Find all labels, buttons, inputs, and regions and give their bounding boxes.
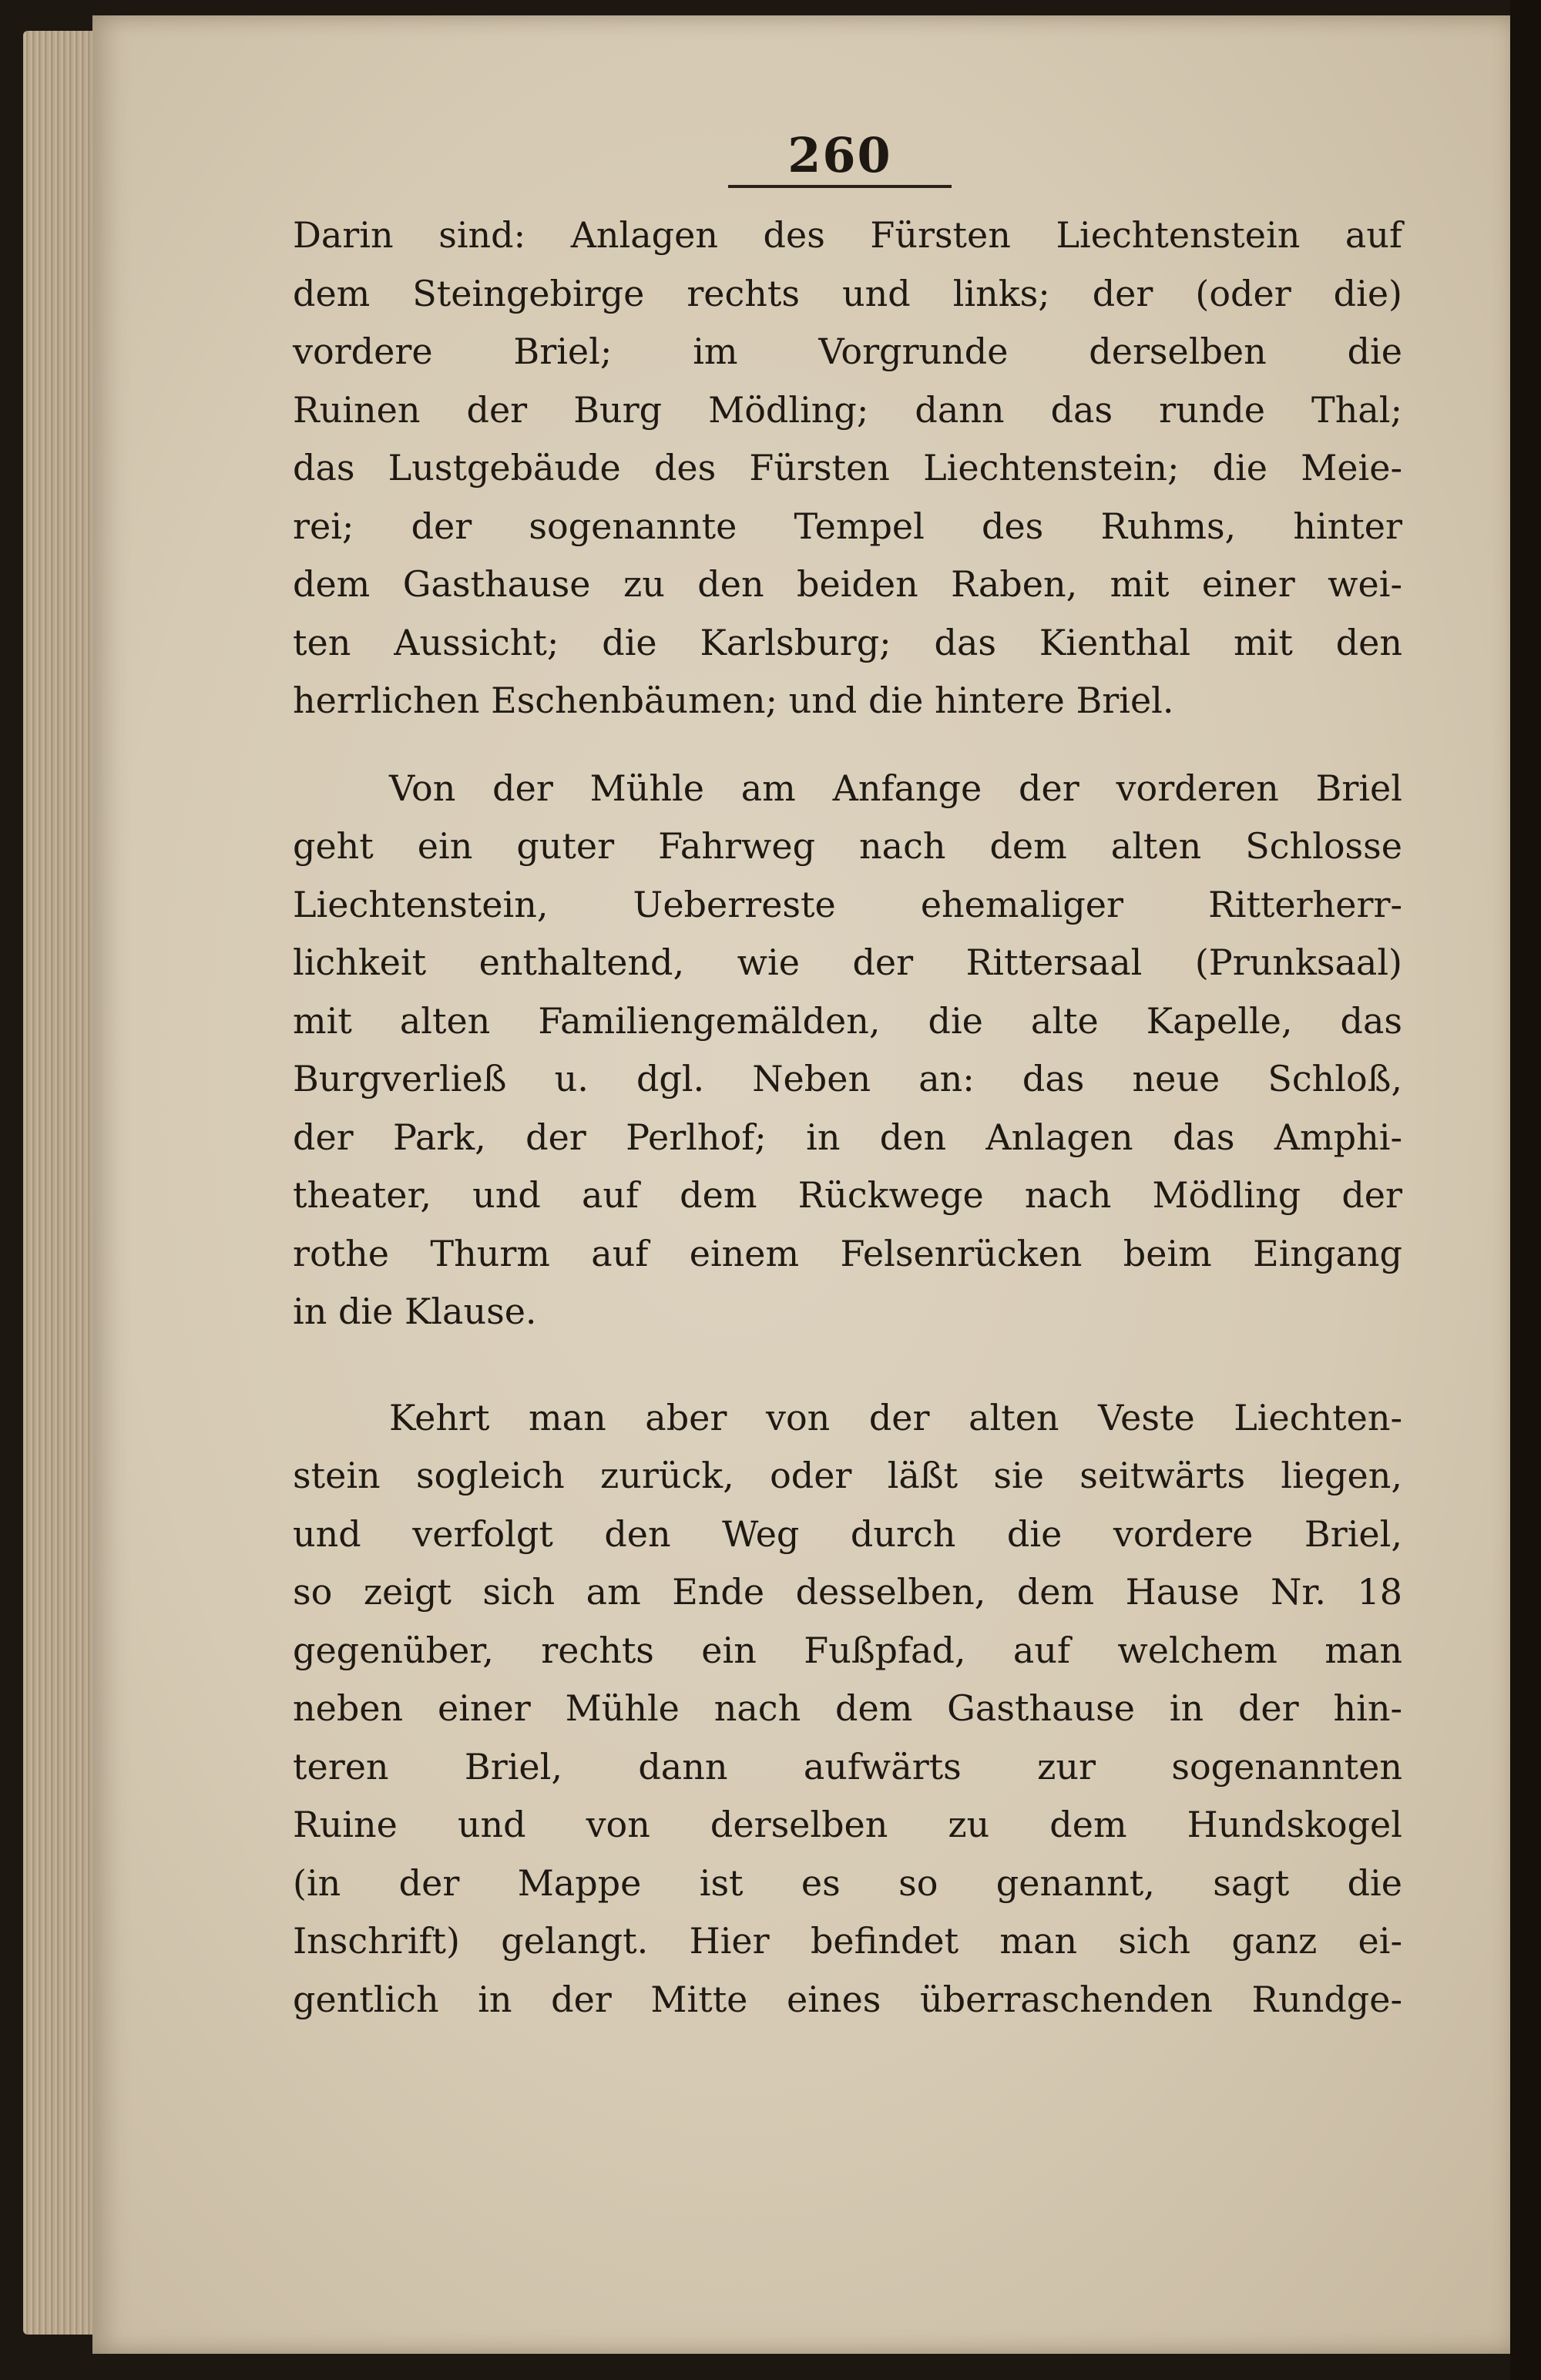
text-line: dem Gasthause zu den beiden Raben, mit einer wei- [293, 563, 1402, 605]
text-line: theater, und auf dem Rückwege nach Mödling der [293, 1174, 1402, 1216]
text-line: lichkeit enthaltend, wie der Rittersaal (Prunksaal) [293, 942, 1402, 983]
page-body [293, 206, 1402, 2029]
paragraph-3 [293, 1389, 1402, 2029]
text-line: teren Briel, dann aufwärts zur sogenannten [293, 1745, 1402, 1788]
text-line: ten Aussicht; die Karlsburg; das Kienthal mit den [293, 621, 1402, 663]
text-line: herrlichen Eschenbäumen; und die hintere Briel. [293, 680, 1174, 721]
paragraph-1 [293, 206, 1402, 730]
text-line: das Lustgebäude des Fürsten Liechtenstein; die Meie- [293, 447, 1402, 488]
paragraph-2 [293, 760, 1402, 1341]
page-number: 260 [787, 127, 892, 183]
page-stack-edge [23, 31, 100, 2335]
text-line: Liechtenstein, Ueberreste ehemaliger Ritterherr- [293, 883, 1402, 925]
text-line: Kehrt man aber von der alten Veste Liechten- [389, 1396, 1402, 1438]
text-line: (in der Mappe ist es so genannt, sagt die [293, 1861, 1402, 1904]
text-line: so zeigt sich am Ende desselben, dem Hause Nr. 18 [293, 1571, 1402, 1613]
text-line: dem Steingebirge rechts und links; der (oder die) [293, 272, 1402, 314]
text-line: Darin sind: Anlagen des Fürsten Liechtenstein auf [293, 214, 1402, 256]
text-line: rei; der sogenannte Tempel des Ruhms, hinter [293, 505, 1402, 547]
text-line: mit alten Familiengemälden, die alte Kapelle, das [293, 999, 1402, 1042]
text-line: Inschrift) gelangt. Hier befindet man sich ganz ei- [293, 1920, 1402, 1962]
text-line: rothe Thurm auf einem Felsenrücken beim Eingang [293, 1232, 1402, 1274]
page-number-rule [728, 185, 952, 188]
text-line: Burgverließ u. dgl. Neben an: das neue Schloß, [293, 1058, 1402, 1099]
text-line: geht ein guter Fahrweg nach dem alten Schlosse [293, 825, 1402, 867]
text-line: Von der Mühle am Anfange der vorderen Briel [389, 767, 1402, 809]
text-line: vordere Briel; im Vorgrunde derselben die [293, 331, 1402, 372]
text-line: Ruine und von derselben zu dem Hundskogel [293, 1804, 1402, 1845]
text-line: in die Klause. [293, 1291, 537, 1332]
text-line: Ruinen der Burg Mödling; dann das runde Thal; [293, 388, 1402, 431]
paragraph-gap [293, 1341, 1402, 1389]
text-line: gentlich in der Mitte eines überraschenden Rundge- [293, 1978, 1402, 2020]
paragraph-gap [293, 730, 1402, 760]
text-line: der Park, der Perlhof; in den Anlagen das Amphi- [293, 1116, 1402, 1158]
text-line: stein sogleich zurück, oder läßt sie seitwärts liegen, [293, 1455, 1402, 1496]
text-line: und verfolgt den Weg durch die vordere Briel, [293, 1512, 1402, 1555]
text-line: neben einer Mühle nach dem Gasthause in der hin- [293, 1687, 1402, 1729]
text-line: gegenüber, rechts ein Fußpfad, auf welchem man [293, 1629, 1402, 1671]
right-gutter-shadow [1510, 0, 1541, 2380]
